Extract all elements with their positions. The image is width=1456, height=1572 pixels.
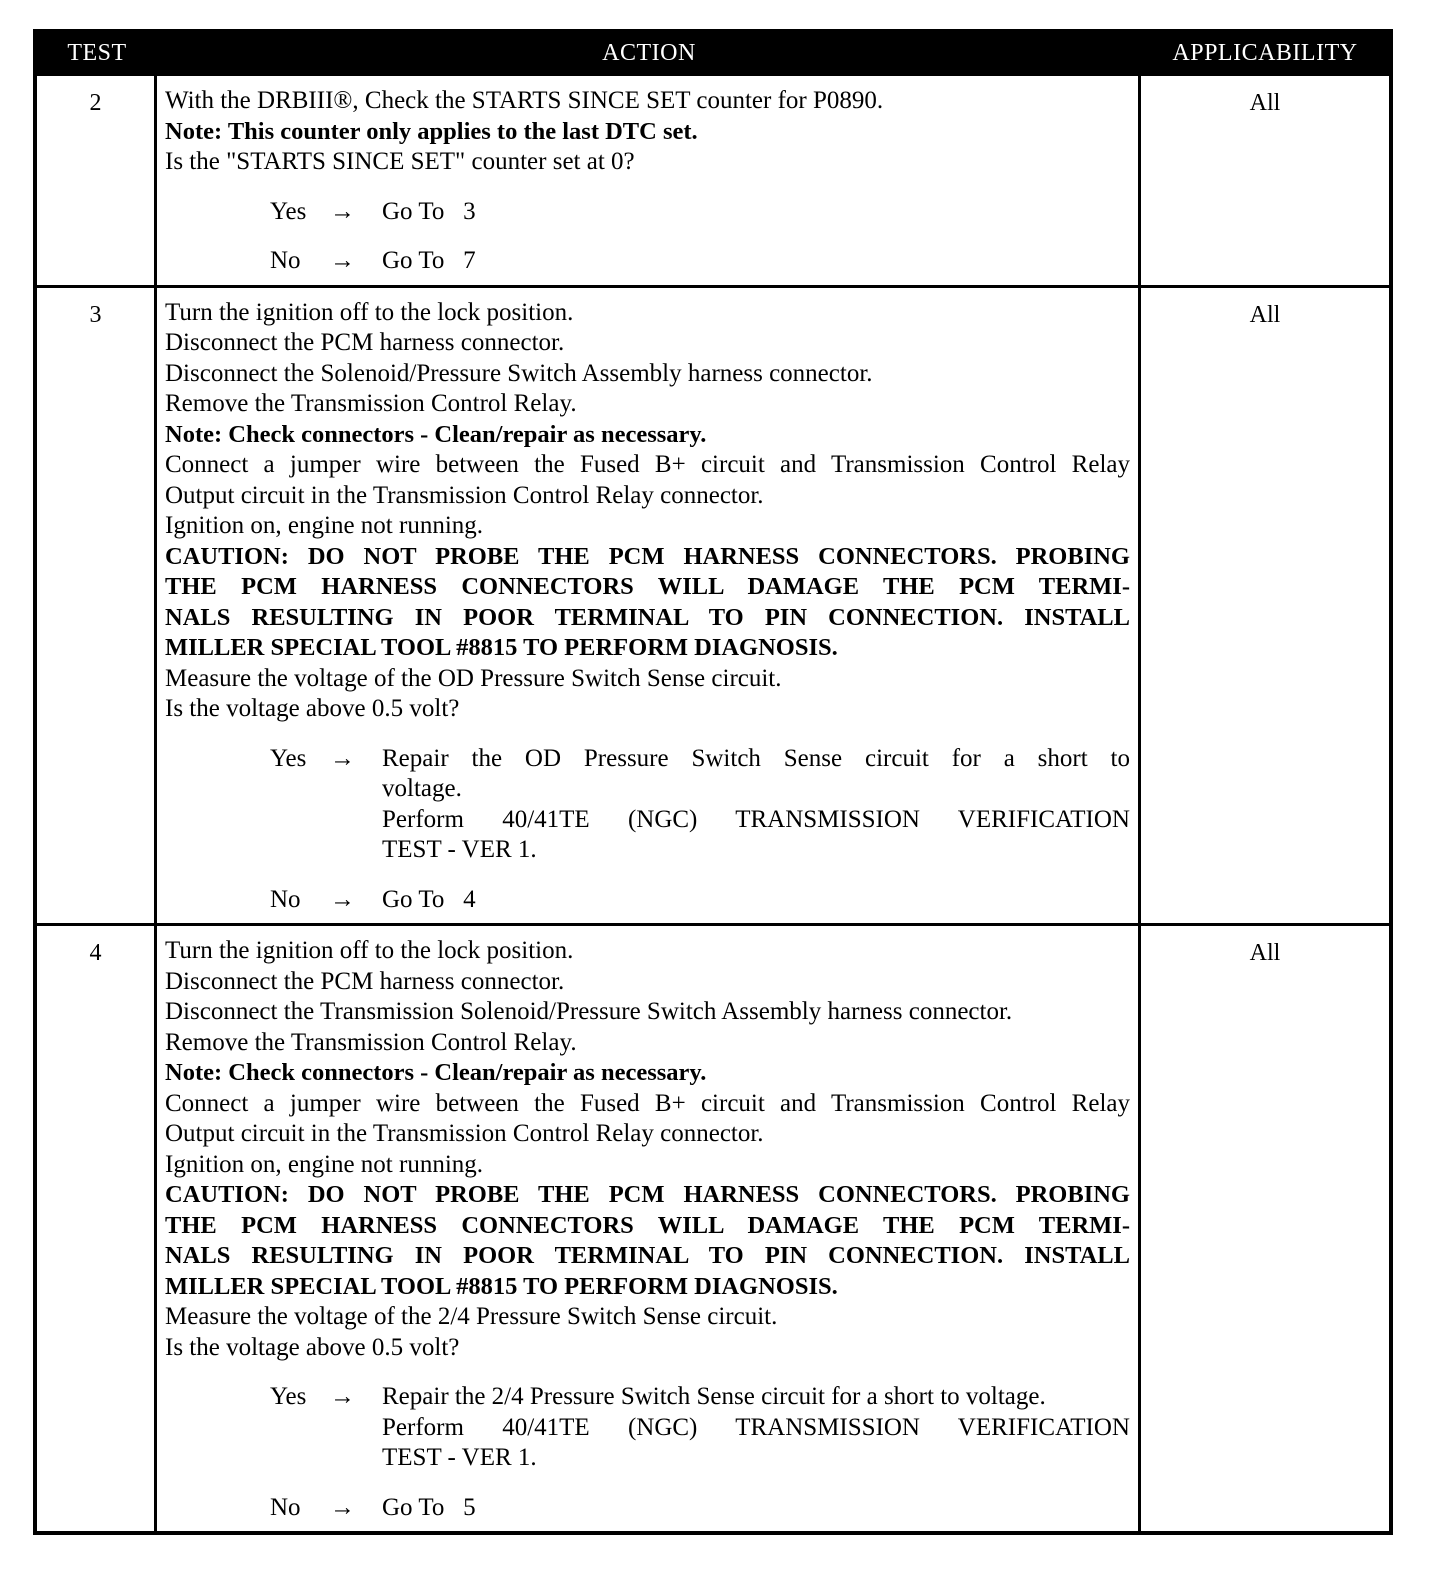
arrow-icon: → [330,197,355,225]
table-row [37,285,1389,924]
outcome-yes [165,1382,1130,1474]
note-line: NALS RESULTING IN POOR TERMINAL TO PIN CONNECTION. INSTALL [165,603,1130,631]
instruction-line: Disconnect the PCM harness connector. [165,967,565,995]
note-line: Note: Check connectors - Clean/repair as necessary. [165,1059,707,1086]
outcome-text [382,1382,1130,1474]
diagnostic-test-table [33,29,1393,1535]
arrow-icon: → [330,1493,355,1521]
test-number: 4 [37,926,157,1531]
action-cell [157,288,1141,924]
note-line: MILLER SPECIAL TOOL #8815 TO PERFORM DIAGNOSIS. [165,634,838,661]
note-line: CAUTION: DO NOT PROBE THE PCM HARNESS CONNECTORS. PROBING [165,1181,1130,1208]
header-applicability: APPLICABILITY [1172,39,1358,66]
outcome-line: TEST - VER 1. [382,1444,537,1471]
outcome-line: TEST - VER 1. [382,836,537,863]
instruction-line: Remove the Transmission Control Relay. [165,390,577,417]
instruction-line: Is the voltage above 0.5 volt? [165,695,460,722]
instruction-line: With the DRBIII®, Check the STARTS SINCE SET counter for P0890. [165,87,884,114]
test-number: 3 [37,288,157,924]
outcome-text [382,885,1130,916]
outcome-line: Repair the 2/4 Pressure Switch Sense circuit for a short to voltage. [382,1383,1046,1410]
outcome-line: Perform 40/41TE (NGC) TRANSMISSION VERIFICATION [382,1413,1130,1441]
outcome-text [382,744,1130,866]
outcome-label: No [270,885,301,913]
outcome-line: voltage. [382,775,462,802]
table-row [37,923,1389,1531]
outcome-label: Yes [270,197,307,225]
instruction-line: Turn the ignition off to the lock position. [165,298,574,326]
instruction-line: Disconnect the Transmission Solenoid/Pressure Switch Assembly harness connector. [165,998,1013,1025]
outcome-text [382,197,1130,228]
outcome-no [165,246,1130,277]
instruction-line: Connect a jumper wire between the Fused B+ circuit and Transmission Control Relay [165,451,1130,478]
action-cell [157,76,1141,285]
action-cell [157,926,1141,1531]
instruction-line: Remove the Transmission Control Relay. [165,1028,577,1056]
instruction-line: Output circuit in the Transmission Control Relay connector. [165,1120,764,1147]
outcome-line: Go To 5 [382,1493,476,1521]
note-line: NALS RESULTING IN POOR TERMINAL TO PIN CONNECTION. INSTALL [165,1242,1130,1269]
instruction-line: Is the "STARTS SINCE SET" counter set at 0? [165,148,635,175]
outcome-text [382,246,1130,277]
outcome-yes [165,744,1130,866]
applicability: All [1249,90,1281,116]
arrow-icon: → [330,885,355,913]
instruction-line: Ignition on, engine not running. [165,512,484,539]
instruction-line: Measure the voltage of the OD Pressure Switch Sense circuit. [165,664,782,692]
outcome-line: Go To 3 [382,197,476,225]
instruction-line: Disconnect the PCM harness connector. [165,329,565,356]
instruction-line: Turn the ignition off to the lock position. [165,937,574,964]
arrow-icon: → [330,744,355,772]
table-header [37,33,1389,73]
note-line: CAUTION: DO NOT PROBE THE PCM HARNESS CONNECTORS. PROBING [165,542,1130,570]
note-line: THE PCM HARNESS CONNECTORS WILL DAMAGE THE PCM TERMI- [165,573,1130,600]
outcome-label: Yes [270,744,307,772]
test-number: 2 [37,76,157,285]
instruction-line: Measure the voltage of the 2/4 Pressure Switch Sense circuit. [165,1303,778,1330]
outcome-no [165,885,1130,916]
instruction-line: Disconnect the Solenoid/Pressure Switch Assembly harness connector. [165,359,873,387]
outcome-yes [165,197,1130,228]
applicability: All [1249,940,1281,966]
arrow-icon: → [330,247,355,274]
outcome-label: Yes [270,1383,307,1410]
table-row [37,73,1389,285]
outcome-line: Go To 7 [382,247,476,274]
instruction-line: Connect a jumper wire between the Fused B+ circuit and Transmission Control Relay [165,1089,1130,1117]
outcome-label: No [270,1493,301,1521]
header-action: ACTION [602,39,696,66]
arrow-icon: → [330,1383,355,1410]
applicability: All [1249,301,1281,328]
instruction-line: Is the voltage above 0.5 volt? [165,1333,460,1361]
note-line: Note: This counter only applies to the last DTC set. [165,117,698,145]
note-line: MILLER SPECIAL TOOL #8815 TO PERFORM DIAGNOSIS. [165,1272,838,1300]
outcome-no [165,1493,1130,1524]
outcome-text [382,1493,1130,1524]
instruction-line: Ignition on, engine not running. [165,1150,484,1178]
outcome-label: No [270,247,301,274]
outcome-line: Repair the OD Pressure Switch Sense circuit for a short to [382,744,1130,772]
outcome-line: Perform 40/41TE (NGC) TRANSMISSION VERIFICATION [382,805,1130,833]
header-test: TEST [67,39,127,66]
outcome-line: Go To 4 [382,885,476,913]
note-line: Note: Check connectors - Clean/repair as necessary. [165,420,707,448]
instruction-line: Output circuit in the Transmission Control Relay connector. [165,481,764,509]
note-line: THE PCM HARNESS CONNECTORS WILL DAMAGE THE PCM TERMI- [165,1211,1130,1239]
